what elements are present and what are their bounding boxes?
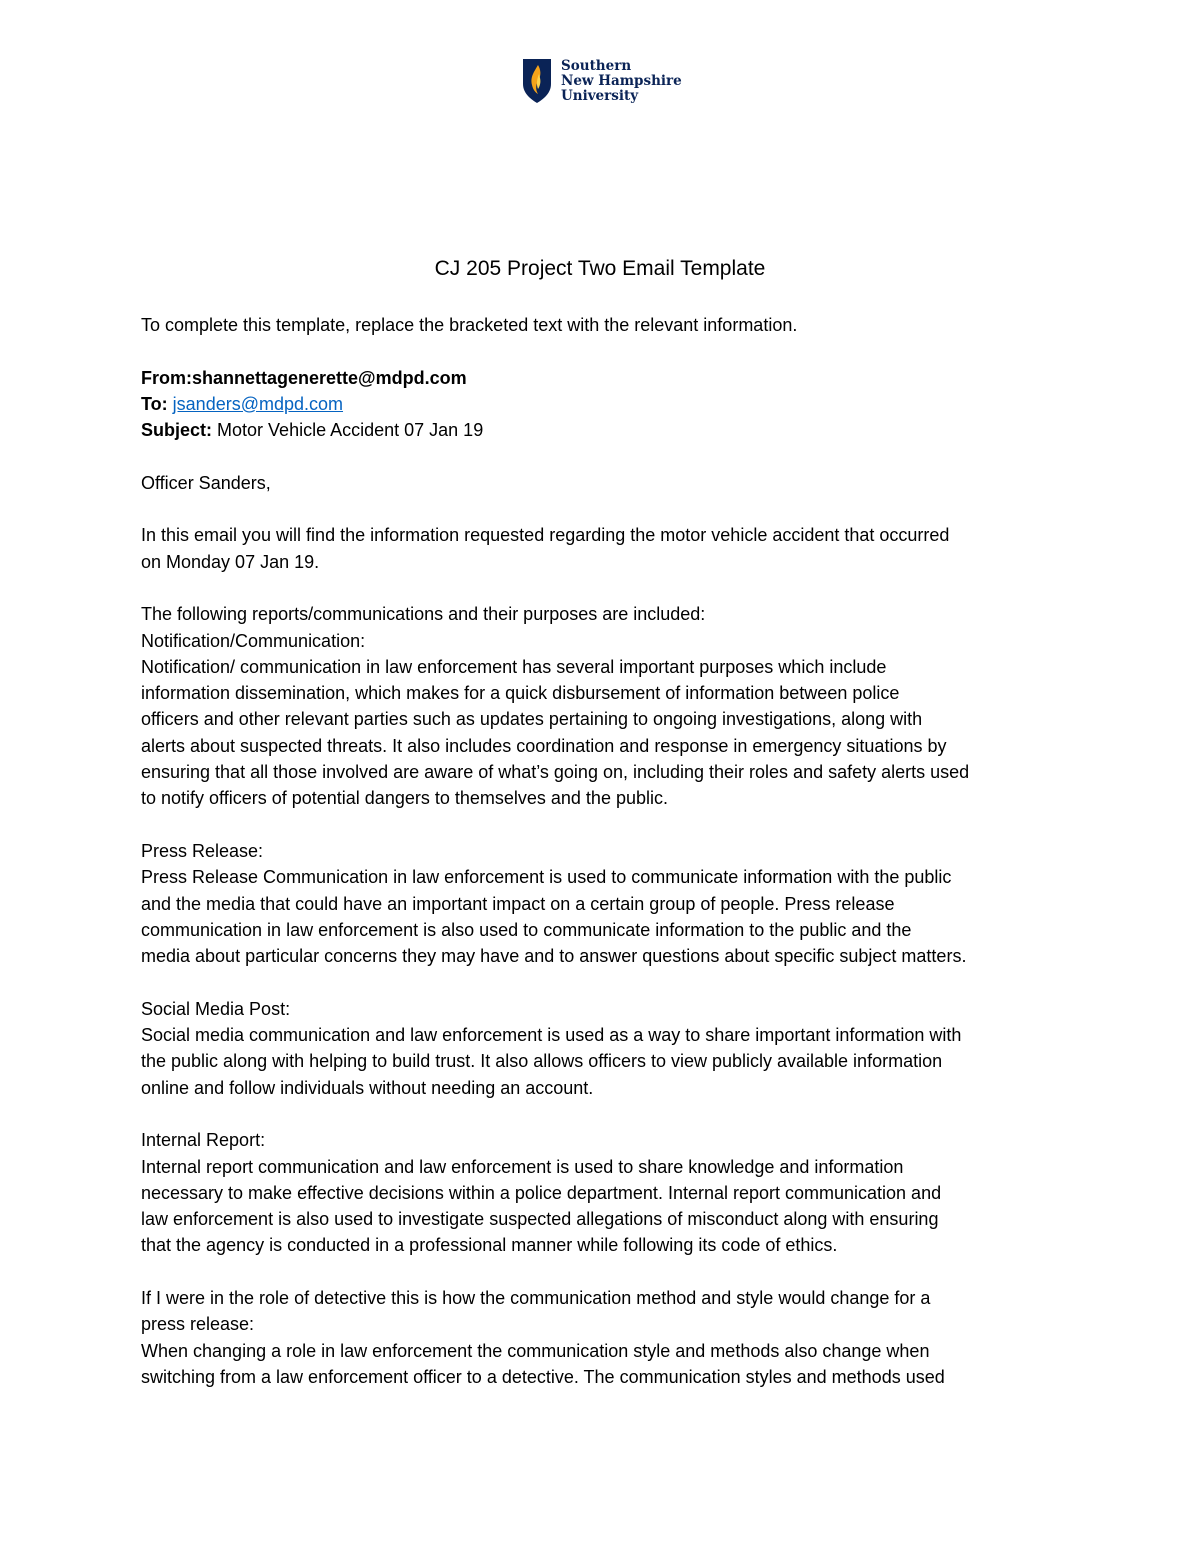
- section-line: Internal report communication and law enforcement is used to share knowledge and information: [141, 1156, 904, 1177]
- section-heading-notification: Notification/Communication:: [141, 630, 366, 651]
- from-value: shannettagenerette@mdpd.com: [192, 367, 467, 388]
- section-heading-internal-report: Internal Report:: [141, 1130, 266, 1151]
- section-line: information dissemination, which makes for a quick disbursement of information between police: [141, 683, 900, 704]
- section-line: ensuring that all those involved are aware of what’s going on, including their roles and safety alerts used: [141, 762, 970, 783]
- intro-line-1: In this email you will find the information requested regarding the motor vehicle accident that occurred: [141, 525, 950, 546]
- instructions: To complete this template, replace the bracketed text with the relevant information.: [141, 315, 798, 335]
- section-line: Notification/ communication in law enforcement has several important purposes which include: [141, 656, 887, 677]
- section-line: media about particular concerns they may have and to answer questions about specific subject matters.: [141, 946, 967, 967]
- section-line: and the media that could have an important impact on a certain group of people. Press release: [141, 893, 895, 914]
- section-line: to notify officers of potential dangers to themselves and the public.: [141, 788, 668, 809]
- section-line: online and follow individuals without needing an account.: [141, 1077, 594, 1098]
- from-label: From:: [141, 367, 192, 388]
- subject-line: [141, 417, 1061, 443]
- section-line: communication in law enforcement is also used to communicate information to the public and the: [141, 919, 912, 940]
- section-line: necessary to make effective decisions within a police department. Internal report communication and: [141, 1182, 942, 1203]
- section-line: Social media communication and law enforcement is used as a way to share important information with: [141, 1025, 962, 1046]
- snhu-wordmark: [561, 59, 682, 104]
- to-email-link[interactable]: jsanders@mdpd.com: [172, 393, 344, 414]
- section-line: alerts about suspected threats. It also includes coordination and response in emergency situations by: [141, 735, 947, 756]
- to-line: [141, 391, 1061, 417]
- from-line: [141, 365, 1061, 391]
- detective-line: switching from a law enforcement officer to a detective. The communication styles and methods used: [141, 1366, 945, 1387]
- intro-line-2: on Monday 07 Jan 19.: [141, 551, 320, 572]
- detective-line: When changing a role in law enforcement the communication style and methods also change when: [141, 1340, 930, 1361]
- section-line: Press Release Communication in law enforcement is used to communicate information with the public: [141, 867, 952, 888]
- section-line: officers and other relevant parties such as updates pertaining to ongoing investigations, along with: [141, 709, 923, 730]
- snhu-shield-icon: [522, 58, 552, 104]
- to-label: To:: [141, 393, 168, 414]
- document-title: CJ 205 Project Two Email Template: [434, 257, 766, 280]
- included-heading: The following reports/communications and their purposes are included:: [141, 604, 706, 625]
- detective-heading-line-2: press release:: [141, 1314, 255, 1335]
- section-heading-social-media: Social Media Post:: [141, 998, 291, 1019]
- email-body: [141, 312, 1061, 1390]
- section-line: that the agency is conducted in a professional manner while following its code of ethics.: [141, 1235, 838, 1256]
- salutation: Officer Sanders,: [141, 472, 271, 493]
- section-heading-press-release: Press Release:: [141, 840, 264, 861]
- logo-line-3: University: [561, 87, 639, 104]
- snhu-logo: [522, 56, 682, 106]
- subject-label: Subject:: [141, 420, 213, 441]
- section-line: the public along with helping to build trust. It also allows officers to view publicly available information: [141, 1051, 943, 1072]
- subject-value: Motor Vehicle Accident 07 Jan 19: [217, 420, 484, 441]
- logo-line-2: New Hampshire: [561, 72, 682, 89]
- logo-line-1: Southern: [561, 57, 632, 74]
- detective-heading-line-1: If I were in the role of detective this is how the communication method and style would change for a: [141, 1287, 931, 1308]
- section-line: law enforcement is also used to investigate suspected allegations of misconduct along with ensuring: [141, 1209, 939, 1230]
